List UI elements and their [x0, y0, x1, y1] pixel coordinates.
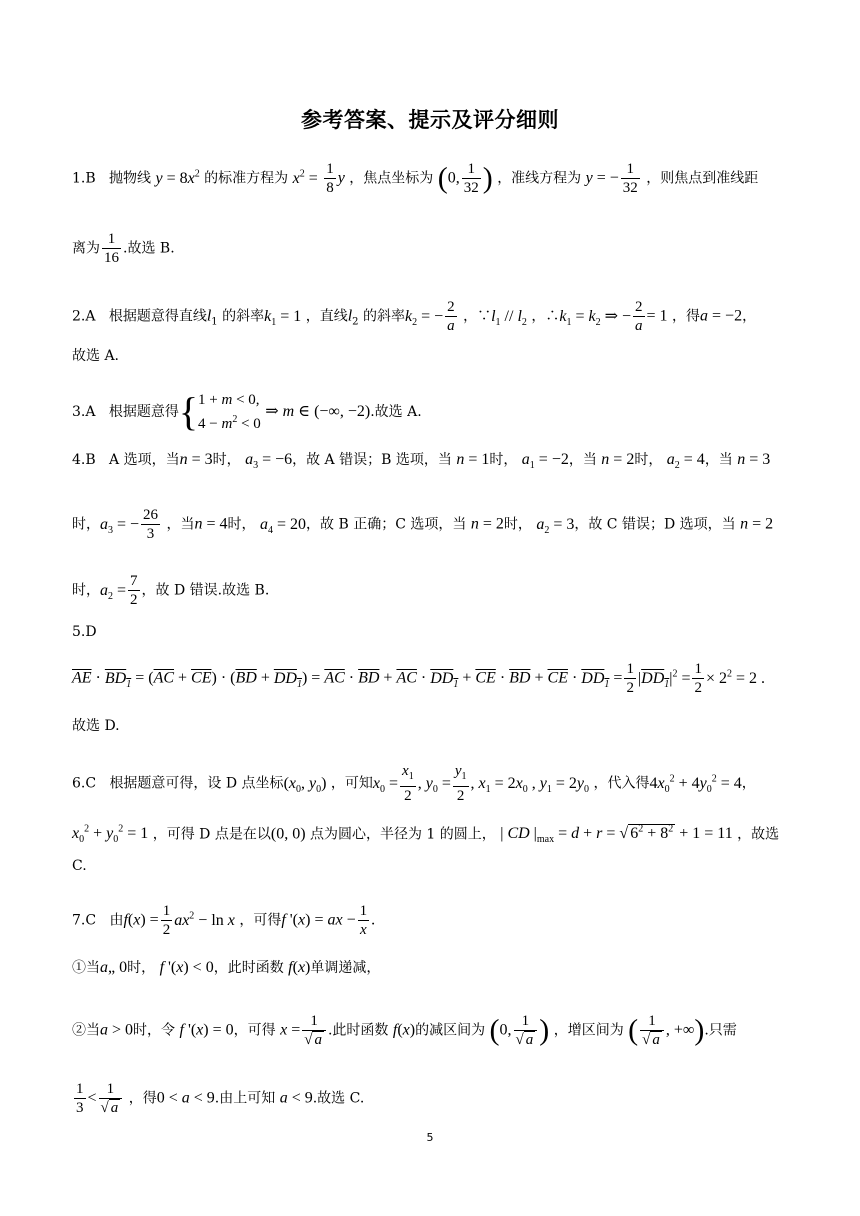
q7-line3: ②当a > 0时，令 f '(x) = 0，可得 x = $\frac{1}{√ a}$ .此时函数 f(x)的减区间为 (0, $\frac{1}{√ a}$ ) ，增区间为 ( $\frac{1}{√ a}$ , +∞).只需: [72, 1013, 737, 1048]
q7-number: 7.C: [72, 912, 97, 929]
q4-line3: 时，$a_2$ = $\frac{7}{2}$ ，故 D 错误.故选 B.: [72, 573, 270, 608]
q4-line1: 4.B A 选项，当n = 3时， $a_3 = -6$，故 A 错误；B 选项，当 n = 1时， $a_1 = -2$，当 n = 2时， $a_2 = 4$，当 n = 3: [72, 451, 771, 472]
q2-line2: 故选 A.: [72, 348, 120, 364]
q5-conclusion: 故选 D.: [72, 718, 120, 734]
q3-line: 3.A 根据题意得{ 1 + m < 0, $4 - m^2 < 0$ ⇒ m ∈ (−∞, −2).故选 A.: [72, 389, 422, 434]
q7-line1: 7.C 由f(x) = $\frac{1}{2}$ $ax^2 - \ln x$ ，可得f '(x) = ax − $\frac{1}{x}$ .: [72, 903, 376, 938]
q6-line2: $x_0^2 + y_0^2 = 1$ ，可得 D 点是在以(0, 0) 点为圆心，半径为 1 的圆上， | CD $|_{max} = d + r$ = √ $6^2 + 8^2 + 1 = 11$ ，故选: [72, 824, 780, 846]
q1-number: 1.B: [72, 170, 96, 187]
q6-line1: 6.C 根据题意可得，设 D 点坐标($x_0$, $y_0$) ，可知$x_0$ = $\frac{x_1}{2}$ , $y_0$ = $\frac{y_1}{2}$ , $x_1 = 2x_0$ , $y_1 = 2y_0$ ，代入得$4x_0^2 + 4y_0^2 = 4$，: [72, 763, 756, 804]
q7-line2: ①当a„ 0时， f '(x) < 0，此时函数 f(x)单调递减，: [72, 959, 381, 976]
q1-line1: 1.B 抛物线 $y = 8x^2$ 的标准方程为 $x^2$ = $\frac{1}{8}$ y ，焦点坐标为 (0, $\frac{1}{32}$ ) ，准线方程为 y = − $\frac{1}{32}$ ，则焦点到准线距: [72, 161, 759, 196]
q1-line2: 离为 $\frac{1}{16}$ .故选 B.: [72, 231, 175, 266]
q5-number: 5.D: [72, 624, 97, 640]
q5-formula: $\overline{AE} \cdot BD_1 = (\overline{AC} + \overline{CE}) \cdot (\overline{BD} + DD_1) = \overline{AC} \cdot \overline{BD} + \overline{AC} \cdot DD_1 + \overline{CE} \cdot \overline{BD} + \overline{CE} \cdot DD_1$ = $\frac{1}{2}$ $|DD_1|^2$ = $\frac{1}{2}$ × $2^2 = 2$ .: [72, 661, 766, 696]
page-number: 5: [426, 1131, 434, 1144]
q4-number: 4.B: [72, 452, 96, 468]
q3-number: 3.A: [72, 404, 96, 420]
q6-line3: C.: [72, 858, 87, 874]
page-title: 参考答案、提示及评分细则: [301, 108, 559, 132]
q6-number: 6.C: [72, 775, 97, 792]
q4-line2: 时，$a_3$ = − $\frac{26}{3}$ ，当n = 4时， $a_4 = 20$，故 B 正确；C 选项，当 n = 2时， $a_2 = 3$，故 C 错误；D 选项，当 n = 2: [72, 507, 774, 542]
q2-number: 2.A: [72, 308, 96, 325]
q7-line4: $\frac{1}{3}$ < $\frac{1}{√ a}$ ，得0 < a < 9.由上可知 a < 9.故选 C.: [76, 1081, 365, 1116]
q2-line1: 2.A 根据题意得直线$l_1$ 的斜率$k_1 = 1$ ，直线$l_2$ 的斜率$k_2$ = − $\frac{2}{a}$ ，$\because l_1 // l_2$ ，$\therefore k_1 = k_2$ ⇒ − $\frac{2}{a}$ = 1 ，得a = −2，: [72, 299, 757, 334]
